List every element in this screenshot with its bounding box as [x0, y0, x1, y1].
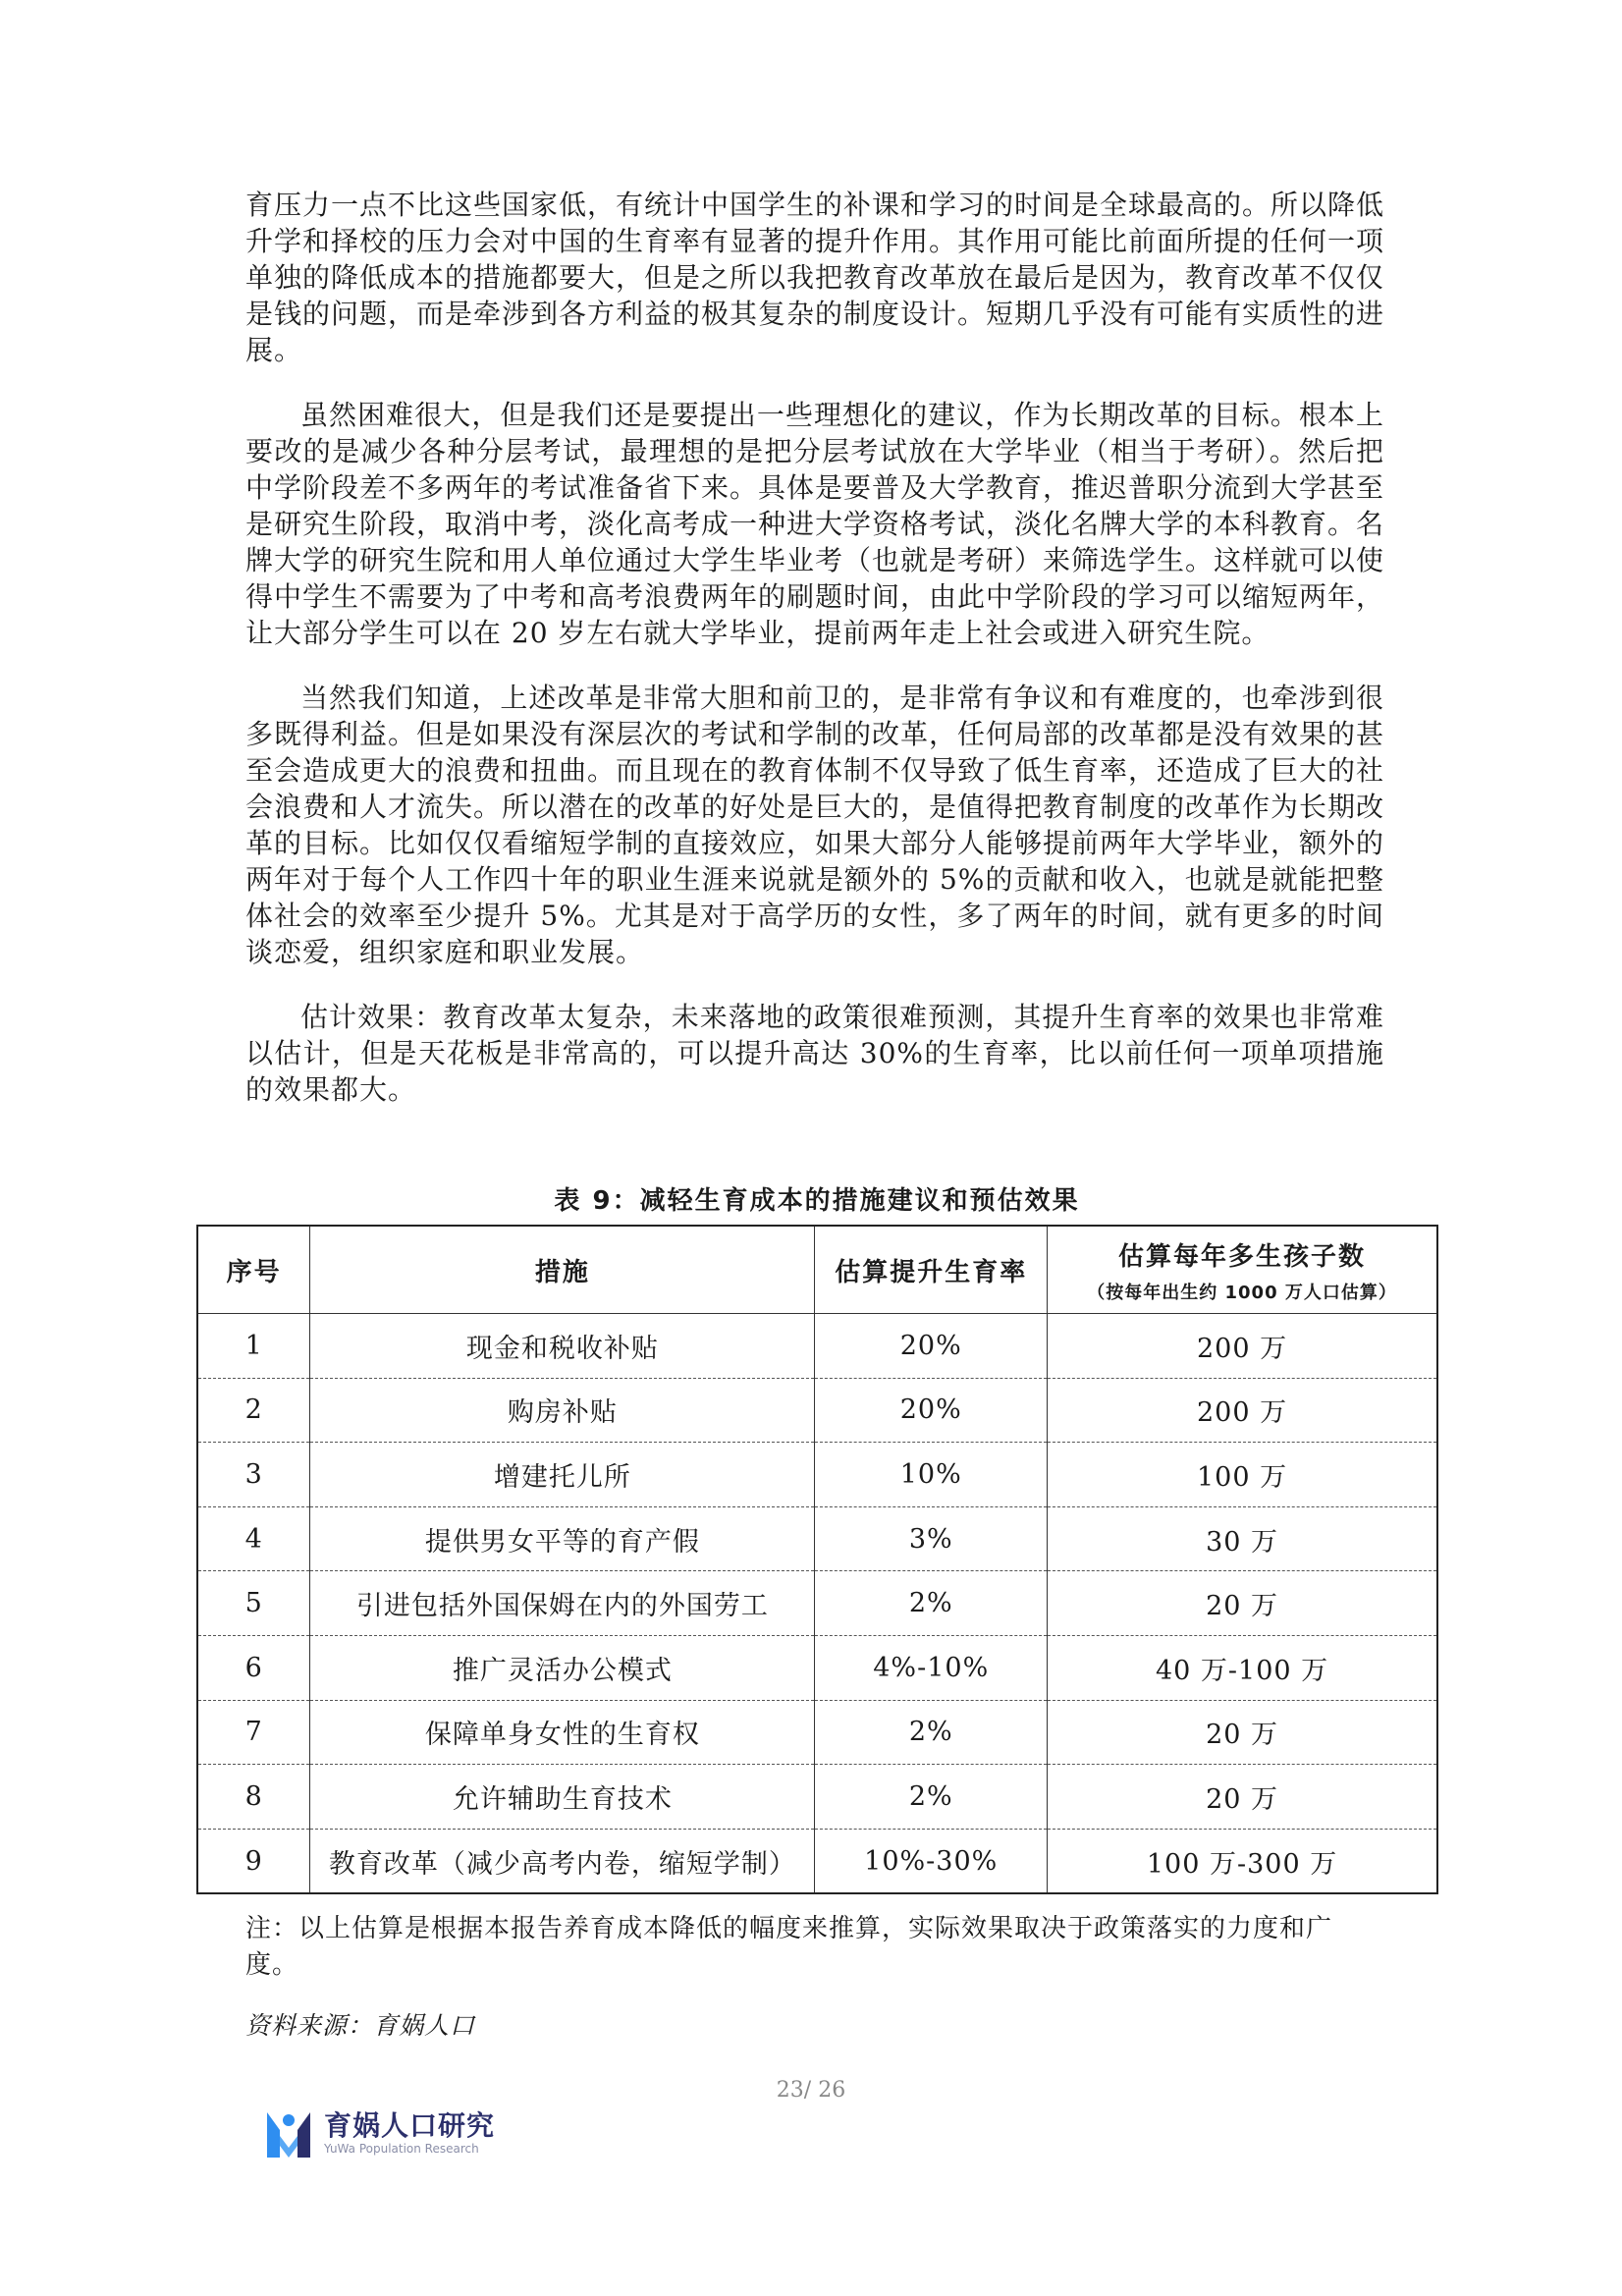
cell-births: 100 万-300 万 — [1048, 1829, 1437, 1893]
cell-births: 200 万 — [1048, 1378, 1437, 1443]
cell-index: 9 — [197, 1829, 310, 1893]
cell-index: 3 — [197, 1443, 310, 1507]
table-row — [197, 1765, 1437, 1830]
table-row — [197, 1829, 1437, 1893]
cell-index: 5 — [197, 1571, 310, 1636]
paragraph-1: 育压力一点不比这些国家低，有统计中国学生的补课和学习的时间是全球最高的。所以降低升学和择校的压力会对中国的生育率有显著的提升作用。其作用可能比前面所提的任何一项单独的降低成本的措施都要大，但是之所以我把教育改革放在最后是因为，教育改革不仅仅是钱的问题，而是牵涉到各方利益的极其复杂的制度设计。短期几乎没有可能有实质性的进展。 — [245, 189, 1385, 366]
body-text — [245, 187, 1384, 1136]
table-row — [197, 1443, 1437, 1507]
header-births-label: 估算每年多生孩子数 — [1118, 1241, 1367, 1272]
cell-rate: 20% — [815, 1314, 1048, 1379]
cell-rate: 4%-10% — [815, 1635, 1048, 1700]
table-title: 表 9：减轻生育成本的措施建议和预估效果 — [554, 1186, 1080, 1216]
table-row — [197, 1506, 1437, 1571]
cell-index: 7 — [197, 1700, 310, 1765]
cell-rate: 2% — [815, 1571, 1048, 1636]
cell-rate: 10%-30% — [815, 1829, 1048, 1893]
paragraph-2: 虽然困难很大，但是我们还是要提出一些理想化的建议，作为长期改革的目标。根本上要改的是减少各种分层考试，最理想的是把分层考试放在大学毕业（相当于考研）。然后把中学阶段差不多两年的考试准备省下来。具体是要普及大学教育，推迟普职分流到大学甚至是研究生阶段，取消中考，淡化高考成一种进大学资格考试，淡化名牌大学的本科教育。名牌大学的研究生院和用人单位通过大学生毕业考（也就是考研）来筛选学生。这样就可以使得中学生不需要为了中考和高考浪费两年的刷题时间，由此中学阶段的学习可以缩短两年，让大部分学生可以在 20 岁左右就大学毕业，提前两年走上社会或进入研究生院。 — [245, 399, 1385, 649]
paragraph-3: 当然我们知道，上述改革是非常大胆和前卫的，是非常有争议和有难度的，也牵涉到很多既得利益。但是如果没有深层次的考试和学制的改革，任何局部的改革都是没有效果的甚至会造成更大的浪费和扭曲。而且现在的教育体制不仅导致了低生育率，还造成了巨大的社会浪费和人才流失。所以潜在的改革的好处是巨大的，是值得把教育制度的改革作为长期改革的目标。比如仅仅看缩短学制的直接效应，如果大部分人能够提前两年大学毕业，额外的两年对于每个人工作四十年的职业生涯来说就是额外的 5%的贡献和收入，也就是就能把整体社会的效率至少提升 5%。尤其是对于高学历的女性，多了两年的时间，就有更多的时间谈恋爱，组织家庭和职业发展。 — [245, 682, 1385, 968]
cell-index: 4 — [197, 1506, 310, 1571]
cell-measure: 现金和税收补贴 — [310, 1314, 815, 1379]
logo-name-en: YuWa Population Research — [324, 2142, 479, 2156]
cell-measure: 增建托儿所 — [310, 1443, 815, 1507]
footer-logo — [263, 2105, 518, 2165]
cell-measure: 教育改革（减少高考内卷，缩短学制） — [310, 1829, 815, 1893]
cell-births: 40 万-100 万 — [1048, 1635, 1437, 1700]
cell-measure: 允许辅助生育技术 — [310, 1765, 815, 1830]
cell-index: 8 — [197, 1765, 310, 1830]
header-births-sub: （按每年出生约 1000 万人口估算） — [1087, 1282, 1397, 1303]
cell-births: 100 万 — [1048, 1443, 1437, 1507]
cell-measure: 购房补贴 — [310, 1378, 815, 1443]
cell-rate: 2% — [815, 1765, 1048, 1830]
cell-measure: 引进包括外国保姆在内的外国劳工 — [310, 1571, 815, 1636]
cell-births: 20 万 — [1048, 1700, 1437, 1765]
table-row — [197, 1314, 1437, 1379]
measures-table — [196, 1225, 1438, 1894]
header-index: 序号 — [197, 1226, 310, 1314]
yuwa-logo-icon — [263, 2106, 314, 2161]
cell-measure: 保障单身女性的生育权 — [310, 1700, 815, 1765]
paragraph-4: 估计效果：教育改革太复杂，未来落地的政策很难预测，其提升生育率的效果也非常难以估计，但是天花板是非常高的，可以提升高达 30%的生育率，比以前任何一项单项措施的效果都大。 — [245, 1001, 1384, 1106]
cell-measure: 提供男女平等的育产假 — [310, 1506, 815, 1571]
table-header-row — [197, 1226, 1437, 1314]
cell-measure: 推广灵活办公模式 — [310, 1635, 815, 1700]
table-row — [197, 1635, 1437, 1700]
table-row — [197, 1700, 1437, 1765]
logo-name: 育娲人口研究 — [324, 2109, 496, 2142]
cell-index: 2 — [197, 1378, 310, 1443]
cell-births: 30 万 — [1048, 1506, 1437, 1571]
cell-rate: 2% — [815, 1700, 1048, 1765]
table-note: 注：以上估算是根据本报告养育成本降低的幅度来推算，实际效果取决于政策落实的力度和广度。 — [245, 1914, 1333, 1980]
header-rate: 估算提升生育率 — [815, 1226, 1048, 1314]
cell-births: 200 万 — [1048, 1314, 1437, 1379]
table-row — [197, 1378, 1437, 1443]
cell-rate: 20% — [815, 1378, 1048, 1443]
page-number: 23/ 26 — [776, 2078, 846, 2103]
cell-rate: 3% — [815, 1506, 1048, 1571]
cell-rate: 10% — [815, 1443, 1048, 1507]
source-line: 资料来源：育娲人口 — [245, 2011, 476, 2040]
cell-index: 6 — [197, 1635, 310, 1700]
cell-index: 1 — [197, 1314, 310, 1379]
cell-births: 20 万 — [1048, 1765, 1437, 1830]
header-births — [1048, 1226, 1437, 1314]
table-row — [197, 1571, 1437, 1636]
header-measure: 措施 — [310, 1226, 815, 1314]
cell-births: 20 万 — [1048, 1571, 1437, 1636]
